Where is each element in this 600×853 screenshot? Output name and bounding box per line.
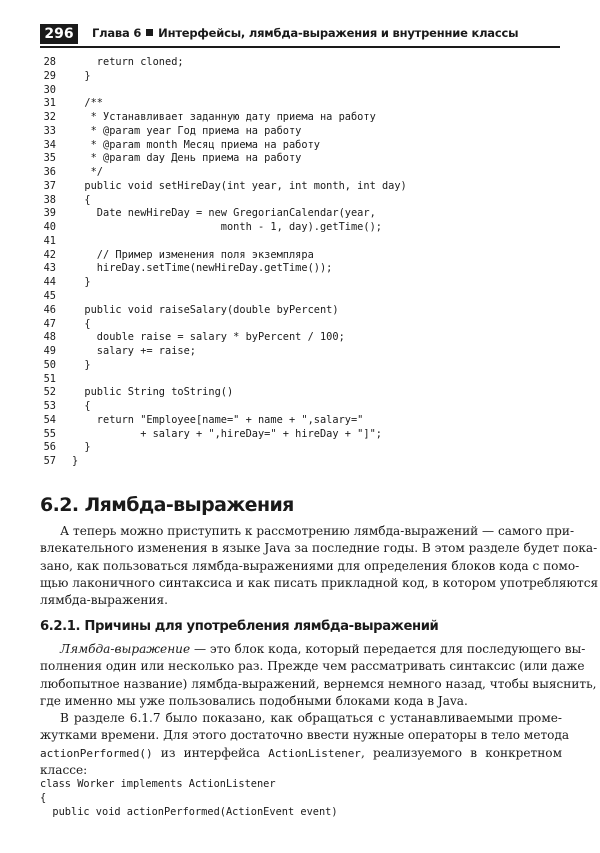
code-line — [38, 139, 407, 153]
code-action-listener: ActionListener — [268, 746, 361, 760]
text-line: жутками времени. Для этого достаточно ввести нужные операторы в тело метода — [40, 728, 570, 743]
code-line — [38, 276, 407, 290]
code-line — [38, 318, 407, 332]
code-text: } — [72, 455, 79, 468]
code-line — [38, 180, 407, 194]
line-number: 40 — [43, 221, 56, 234]
timer-paragraph — [40, 710, 570, 779]
page-number: 296 — [40, 24, 78, 44]
line-number: 43 — [43, 262, 56, 275]
text-fragment: , реализуемого в конкретном — [360, 745, 562, 760]
line-number: 47 — [43, 317, 56, 330]
code-line — [38, 290, 407, 304]
code-line — [38, 111, 407, 125]
code-line — [38, 262, 407, 276]
code-text: } — [72, 69, 91, 82]
line-number: 42 — [43, 248, 56, 261]
code-line — [38, 125, 407, 139]
code-text: Date newHireDay = new GregorianCalendar(year, — [72, 207, 376, 220]
code-line — [38, 97, 407, 111]
code-line — [38, 414, 407, 428]
code-line — [38, 359, 407, 373]
code-line: public void actionPerformed(ActionEvent event) — [40, 805, 338, 818]
code-text: // Пример изменения поля экземпляра — [72, 248, 314, 261]
line-number: 38 — [43, 193, 56, 206]
code-text: * @param month Месяц приема на работу — [72, 138, 320, 151]
code-text: } — [72, 276, 91, 289]
code-text: public void raiseSalary(double byPercent) — [72, 303, 339, 316]
code-line — [38, 304, 407, 318]
code-text: * @param day День приема на работу — [72, 152, 302, 165]
code-text: { — [72, 193, 91, 206]
text-line: влекательного изменения в языке Java за последние годы. В этом разделе будет пока- — [40, 541, 598, 556]
line-number: 35 — [43, 152, 56, 165]
line-number: 49 — [43, 345, 56, 358]
chapter-title: Интерфейсы, лямбда-выражения и внутренние классы — [158, 26, 519, 40]
code-line — [38, 207, 407, 221]
subsection-title: 6.2.1. Причины для употребления лямбда-выражений — [40, 619, 439, 634]
code-text: { — [72, 317, 91, 330]
text-fragment: из интерфейса — [152, 745, 269, 760]
code-line — [38, 373, 407, 387]
line-number: 29 — [43, 69, 56, 82]
chapter-label: Глава 6 — [92, 26, 142, 40]
code-line — [38, 70, 407, 84]
code-line — [38, 235, 407, 249]
text-line: зано, как пользоваться лямбда-выражениями для определения блоков кода с помо- — [40, 558, 580, 573]
section-title: 6.2. Лямбда-выражения — [40, 494, 294, 516]
code-line — [38, 56, 407, 70]
code-line — [38, 386, 407, 400]
line-number: 50 — [43, 358, 56, 371]
code-text: month - 1, day).getTime(); — [72, 221, 382, 234]
code-text: + salary + ",hireDay=" + hireDay + "]"; — [72, 427, 382, 440]
code-line — [38, 152, 407, 166]
intro-paragraph — [40, 523, 599, 609]
code-text: * @param year Год приема на работу — [72, 124, 302, 137]
line-number: 46 — [43, 303, 56, 316]
line-number: 39 — [43, 207, 56, 220]
text-line: любопытное название) лямбда-выражений, вернемся немного назад, чтобы выяснить, — [40, 676, 597, 691]
line-number: 33 — [43, 124, 56, 137]
page-header — [40, 24, 560, 48]
line-number: 36 — [43, 166, 56, 179]
code-line — [38, 455, 407, 469]
code-text: double raise = salary * byPercent / 100; — [72, 331, 345, 344]
code-action-performed: actionPerformed() — [40, 746, 153, 760]
line-number: 41 — [43, 234, 56, 247]
text-line: классе: — [40, 762, 88, 777]
line-number: 48 — [43, 331, 56, 344]
line-number: 55 — [43, 427, 56, 440]
code-text: public String toString() — [72, 386, 234, 399]
line-number: 45 — [43, 290, 56, 303]
line-number: 51 — [43, 372, 56, 385]
square-bullet-icon — [146, 29, 153, 36]
line-number: 32 — [43, 111, 56, 124]
line-number: 54 — [43, 413, 56, 426]
code-line — [38, 345, 407, 359]
code-text: * Устанавливает заданную дату приема на работу — [72, 111, 376, 124]
code-text: } — [72, 358, 91, 371]
code-text: } — [72, 441, 91, 454]
line-number: 53 — [43, 400, 56, 413]
line-number: 28 — [43, 56, 56, 68]
line-number: 37 — [43, 179, 56, 192]
line-number: 56 — [43, 441, 56, 454]
term-lambda-expression: Лямбда-выражение — [60, 642, 191, 656]
code-line — [38, 331, 407, 345]
code-text: hireDay.setTime(newHireDay.getTime()); — [72, 262, 333, 275]
code-line — [38, 84, 407, 98]
line-number: 52 — [43, 386, 56, 399]
line-number: 31 — [43, 97, 56, 110]
code-line — [38, 221, 407, 235]
line-number: 57 — [43, 455, 56, 468]
code-line — [38, 428, 407, 442]
text-line — [40, 745, 562, 762]
code-line: { — [40, 791, 47, 804]
code-line — [38, 194, 407, 208]
code-listing — [38, 56, 407, 469]
code-text: /** — [72, 97, 103, 110]
code-text: return "Employee[name=" + name + ",salary=" — [72, 413, 364, 426]
text-line: В разделе 6.1.7 было показано, как обращаться с устанавливаемыми проме- — [60, 711, 562, 725]
text-line — [40, 641, 586, 658]
text-line: щью лаконичного синтаксиса и как писать прикладной код, в котором употребляются — [40, 575, 599, 590]
code-text: public void setHireDay(int year, int month, int day) — [72, 179, 407, 192]
code-line — [38, 400, 407, 414]
text-fragment: — это блок кода, который передается для последующего вы- — [190, 642, 586, 656]
code-text: return cloned; — [72, 56, 184, 68]
code-line — [38, 441, 407, 455]
code-line: class Worker implements ActionListener — [40, 778, 276, 790]
running-head — [92, 26, 518, 40]
code-text: */ — [72, 166, 103, 179]
line-number: 34 — [43, 138, 56, 151]
text-line: полнения один или несколько раз. Прежде чем рассматривать синтаксис (или даже — [40, 659, 585, 674]
text-line: А теперь можно приступить к рассмотрению лямбда-выражений — самого при- — [60, 524, 575, 538]
code-text: salary += raise; — [72, 345, 196, 358]
code-text: { — [72, 400, 91, 413]
code-line — [38, 249, 407, 263]
code-example — [40, 778, 338, 820]
code-line — [38, 166, 407, 180]
text-line: где именно мы уже пользовались подобными блоками кода в Java. — [40, 693, 468, 708]
line-number: 44 — [43, 276, 56, 289]
text-line: лямбда-выражения. — [40, 593, 169, 608]
line-number: 30 — [43, 83, 56, 96]
lambda-definition-paragraph — [40, 641, 597, 710]
